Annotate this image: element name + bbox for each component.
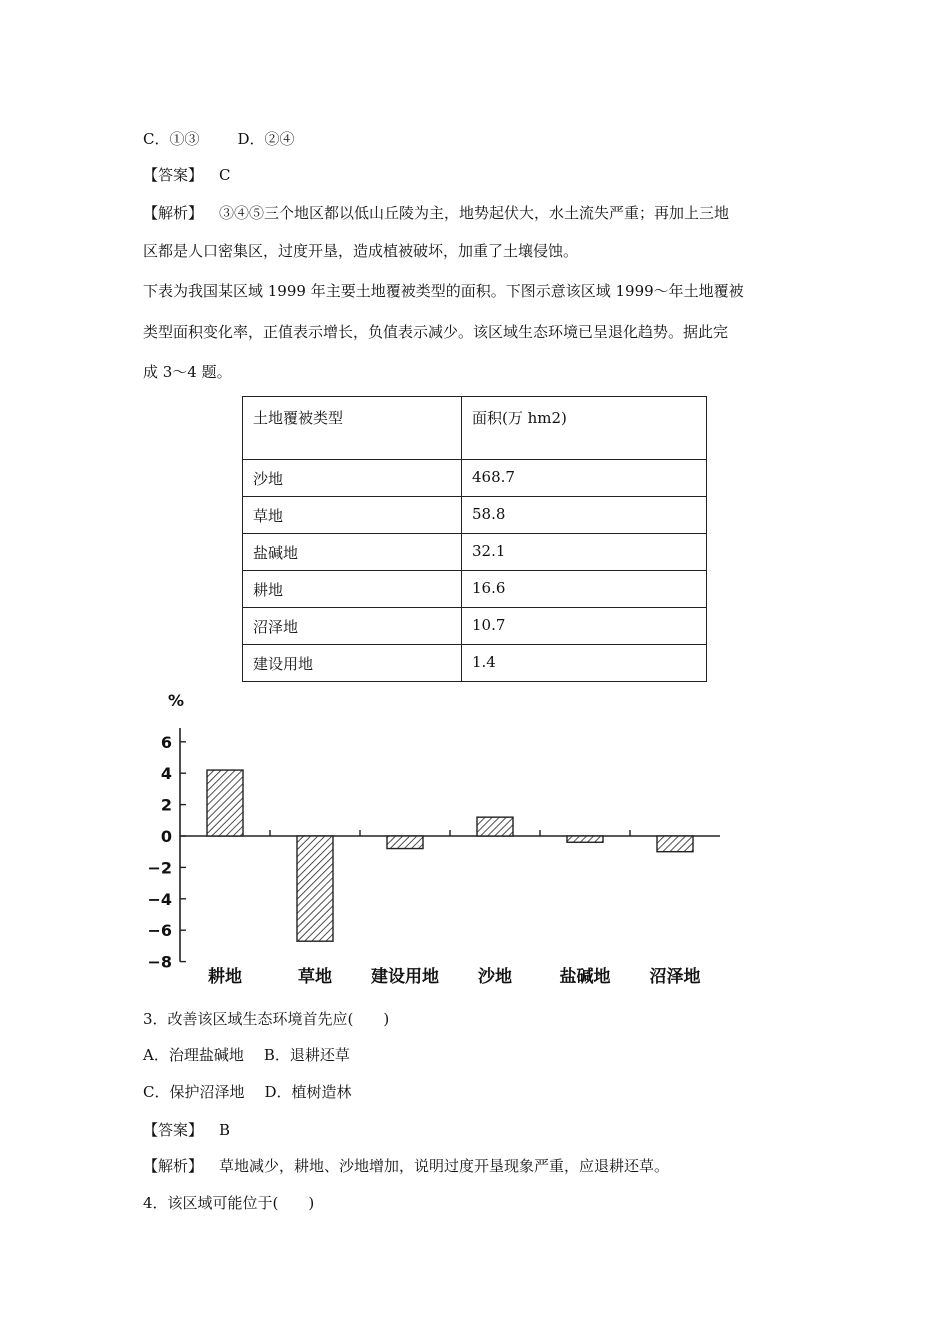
x-category-label: 沼泽地 xyxy=(649,967,701,987)
table-cell-area: 16.6 xyxy=(462,571,707,608)
q3-option-d: D．植树造林 xyxy=(264,1083,352,1101)
q2-options-cd xyxy=(143,128,295,149)
chart-x-labels xyxy=(208,966,701,987)
y-tick-label: 6 xyxy=(160,732,172,752)
y-tick-label: −2 xyxy=(147,858,172,878)
table-row xyxy=(243,460,707,497)
q3-option-c: C．保护沼泽地 xyxy=(143,1083,245,1101)
answer-label: 【答案】 xyxy=(143,1121,204,1139)
table-cell-area: 10.7 xyxy=(462,608,707,645)
bar-4 xyxy=(567,836,603,842)
table-cell-type: 沙地 xyxy=(243,460,462,497)
q3-option-b: B．退耕还草 xyxy=(263,1046,350,1064)
chart-bars xyxy=(207,770,693,941)
q2-option-c: C．①③ xyxy=(143,130,200,148)
table-cell-type: 盐碱地 xyxy=(243,534,462,571)
analysis-label: 【解析】 xyxy=(143,1157,204,1175)
table-header-row xyxy=(243,397,707,460)
bar-1 xyxy=(297,836,333,941)
intro-line3: 成 3～4 题。 xyxy=(143,363,232,381)
analysis-label: 【解析】 xyxy=(143,204,204,222)
table-row xyxy=(243,571,707,608)
q2-option-d: D．②④ xyxy=(237,130,295,148)
x-category-label: 草地 xyxy=(298,967,332,987)
y-tick-label: −4 xyxy=(147,889,172,909)
table-cell-area: 468.7 xyxy=(462,460,707,497)
q3-stem: 3．改善该区域生态环境首先应( ) xyxy=(143,1010,390,1028)
q4-stem: 4．该区域可能位于( ) xyxy=(143,1194,315,1212)
table-cell-type: 耕地 xyxy=(243,571,462,608)
table-row xyxy=(243,497,707,534)
bar-5 xyxy=(657,836,693,852)
q3-options-ab xyxy=(143,1044,350,1065)
x-category-label: 沙地 xyxy=(478,967,512,987)
chart-axes xyxy=(147,728,720,972)
q2-analysis-line2: 区都是人口密集区，过度开垦，造成植被破坏，加重了土壤侵蚀。 xyxy=(143,242,579,260)
y-tick-label: 2 xyxy=(160,795,172,815)
answer-value: C xyxy=(219,166,231,184)
q3-options-cd xyxy=(143,1081,352,1102)
table-cell-type: 草地 xyxy=(243,497,462,534)
table-row xyxy=(243,645,707,682)
y-tick-label: 4 xyxy=(160,764,172,784)
land-cover-table xyxy=(242,396,707,682)
table-cell-type: 沼泽地 xyxy=(243,608,462,645)
q3-option-a: A．治理盐碱地 xyxy=(143,1046,244,1064)
analysis-text: ③④⑤三个地区都以低山丘陵为主，地势起伏大，水土流失严重；再加上三地 xyxy=(219,204,730,222)
bar-3 xyxy=(477,817,513,836)
table-cell-type: 建设用地 xyxy=(243,645,462,682)
intro-line2: 类型面积变化率，正值表示增长，负值表示减少。该区域生态环境已呈退化趋势。据此完 xyxy=(143,323,729,341)
x-category-label: 盐碱地 xyxy=(559,967,611,987)
q2-answer xyxy=(143,164,231,185)
table-header-area: 面积(万 hm2) xyxy=(462,397,707,460)
y-axis-unit-label: % xyxy=(167,691,185,710)
q2-analysis-line1 xyxy=(143,202,729,223)
y-tick-label: 0 xyxy=(160,827,172,846)
bar-0 xyxy=(207,770,243,836)
y-tick-label: −6 xyxy=(147,921,172,941)
table-row xyxy=(243,608,707,645)
q3-answer xyxy=(143,1119,230,1140)
y-tick-label: −8 xyxy=(147,952,172,972)
x-category-label: 耕地 xyxy=(208,967,242,987)
intro-line1: 下表为我国某区域 1999 年主要土地覆被类型的面积。下图示意该区域 1999～年土地覆被 xyxy=(143,282,744,300)
change-rate-bar-chart xyxy=(140,688,740,994)
bar-2 xyxy=(387,836,423,849)
q3-analysis xyxy=(143,1155,669,1176)
table-header-type: 土地覆被类型 xyxy=(243,397,462,460)
table-cell-area: 32.1 xyxy=(462,534,707,571)
table-cell-area: 58.8 xyxy=(462,497,707,534)
table-row xyxy=(243,534,707,571)
table-cell-area: 1.4 xyxy=(462,645,707,682)
x-category-label: 建设用地 xyxy=(371,967,439,987)
answer-label: 【答案】 xyxy=(143,166,204,184)
answer-value: B xyxy=(219,1121,231,1139)
analysis-text: 草地减少，耕地、沙地增加，说明过度开垦现象严重，应退耕还草。 xyxy=(219,1157,670,1175)
